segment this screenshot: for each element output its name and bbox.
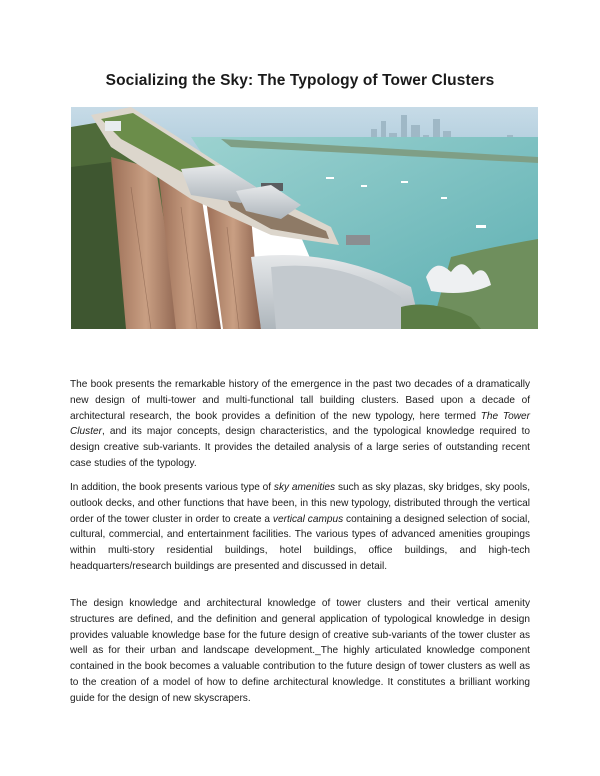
paragraph-3 (70, 596, 530, 707)
text-run: , and its major concepts, design characteristics, and the typological knowledge required to design creative sub-variants. It provides the detailed analysis of a large series of outstanding recent case studies of the typology. (70, 426, 530, 469)
paragraph-2 (70, 480, 530, 575)
italic-term: sky amenities (273, 482, 336, 493)
text-run: such as sky plazas, sky bridges, sky pools, outlook decks, and other functions that have been, in this new typology, distributed through the vertical order of the tower cluster in order to create a (70, 482, 531, 525)
page-title: Socializing the Sky: The Typology of Tower Clusters (105, 72, 495, 89)
paragraph-1 (70, 377, 530, 472)
italic-term: vertical campus (272, 513, 344, 525)
italic-term: The Tower Cluster (70, 410, 530, 438)
text-run: containing a designed selection of social, cultural, commercial, and entertainment facilities. The various types of advanced amenities groupings within multi-story residential buildings, hotel buildings, office buildings, and high-tech headquarters/research buildings are presented and discussed in detail. (70, 513, 530, 572)
text-run: The design knowledge and architectural knowledge of tower clusters and their vertical amenity structures are defined, and the definition and general application of typological knowledge in design provides valuable knowledge base for the future design of creative sub-variants of the tower cluster as well as for their urban and landscape development._The highly articulated knowledge component contained in the book becomes a valuable contribution to the future design of tower clusters as well as to the creation of a model of how to define architectural knowledge. It constitutes a brilliant working guide for the design of new skyscrapers. (70, 598, 530, 704)
text-run: In addition, the book presents various type of (70, 482, 274, 493)
tower-cluster-photo (71, 107, 538, 329)
text-run: The book presents the remarkable history of the emergence in the past two decades of a dramatically new design of multi-tower and multi-functional tall building clusters. Based upon a decade of architectural research, the book provides a definition of the new typology, here termed (70, 379, 530, 422)
skypark-aerial-illustration (71, 107, 538, 329)
